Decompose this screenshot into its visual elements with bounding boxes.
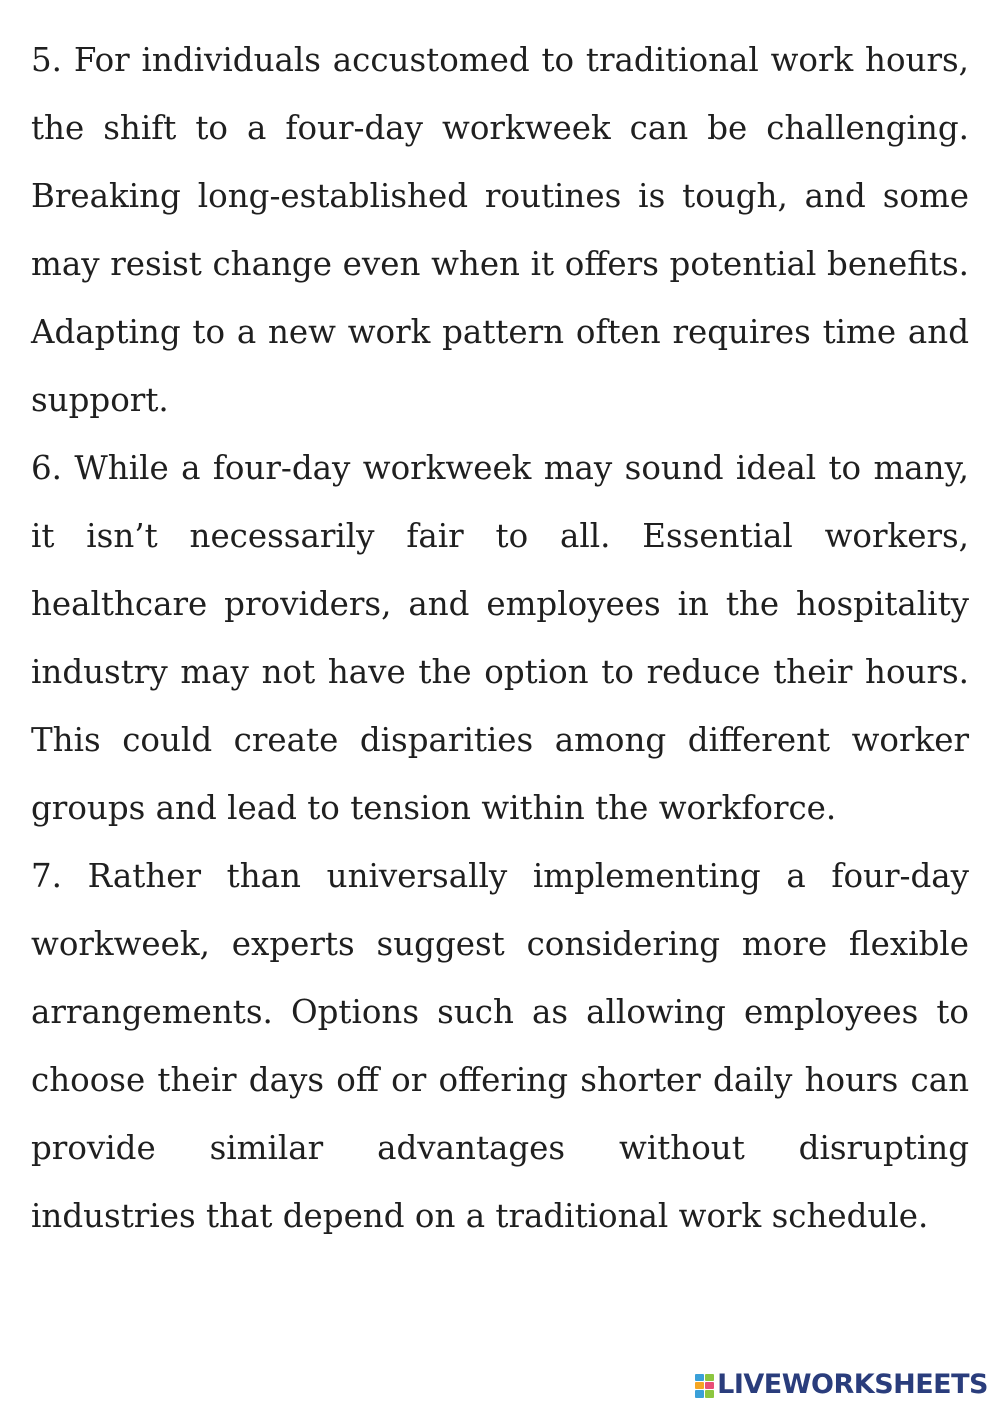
paragraph-7: 7. Rather than universally implementing a four-day workweek, experts suggest considering more flexible arrangements. Options such as allowing employees to choose their days off or offering shorter daily hours can provide similar advantages without disrupting industries that depend on a traditional work schedule. xyxy=(31,857,969,1235)
liveworksheets-logo xyxy=(695,1369,988,1400)
logo-text: LIVEWORKSHEETS xyxy=(717,1369,988,1400)
document-body xyxy=(31,26,969,1250)
paragraph-6: 6. While a four-day workweek may sound ideal to many, it isn’t necessarily fair to all. Essential workers, healthcare providers, and employees in the hospitality industry may not have the option to reduce their hours. This could create disparities among different worker groups and lead to tension within the workforce. xyxy=(31,449,969,827)
logo-mark-icon xyxy=(695,1374,713,1396)
paragraph-5: 5. For individuals accustomed to traditional work hours, the shift to a four-day workweek can be challenging. Breaking long-established routines is tough, and some may resist change even when it offers potential benefits. Adapting to a new work pattern often requires time and support. xyxy=(31,41,969,419)
